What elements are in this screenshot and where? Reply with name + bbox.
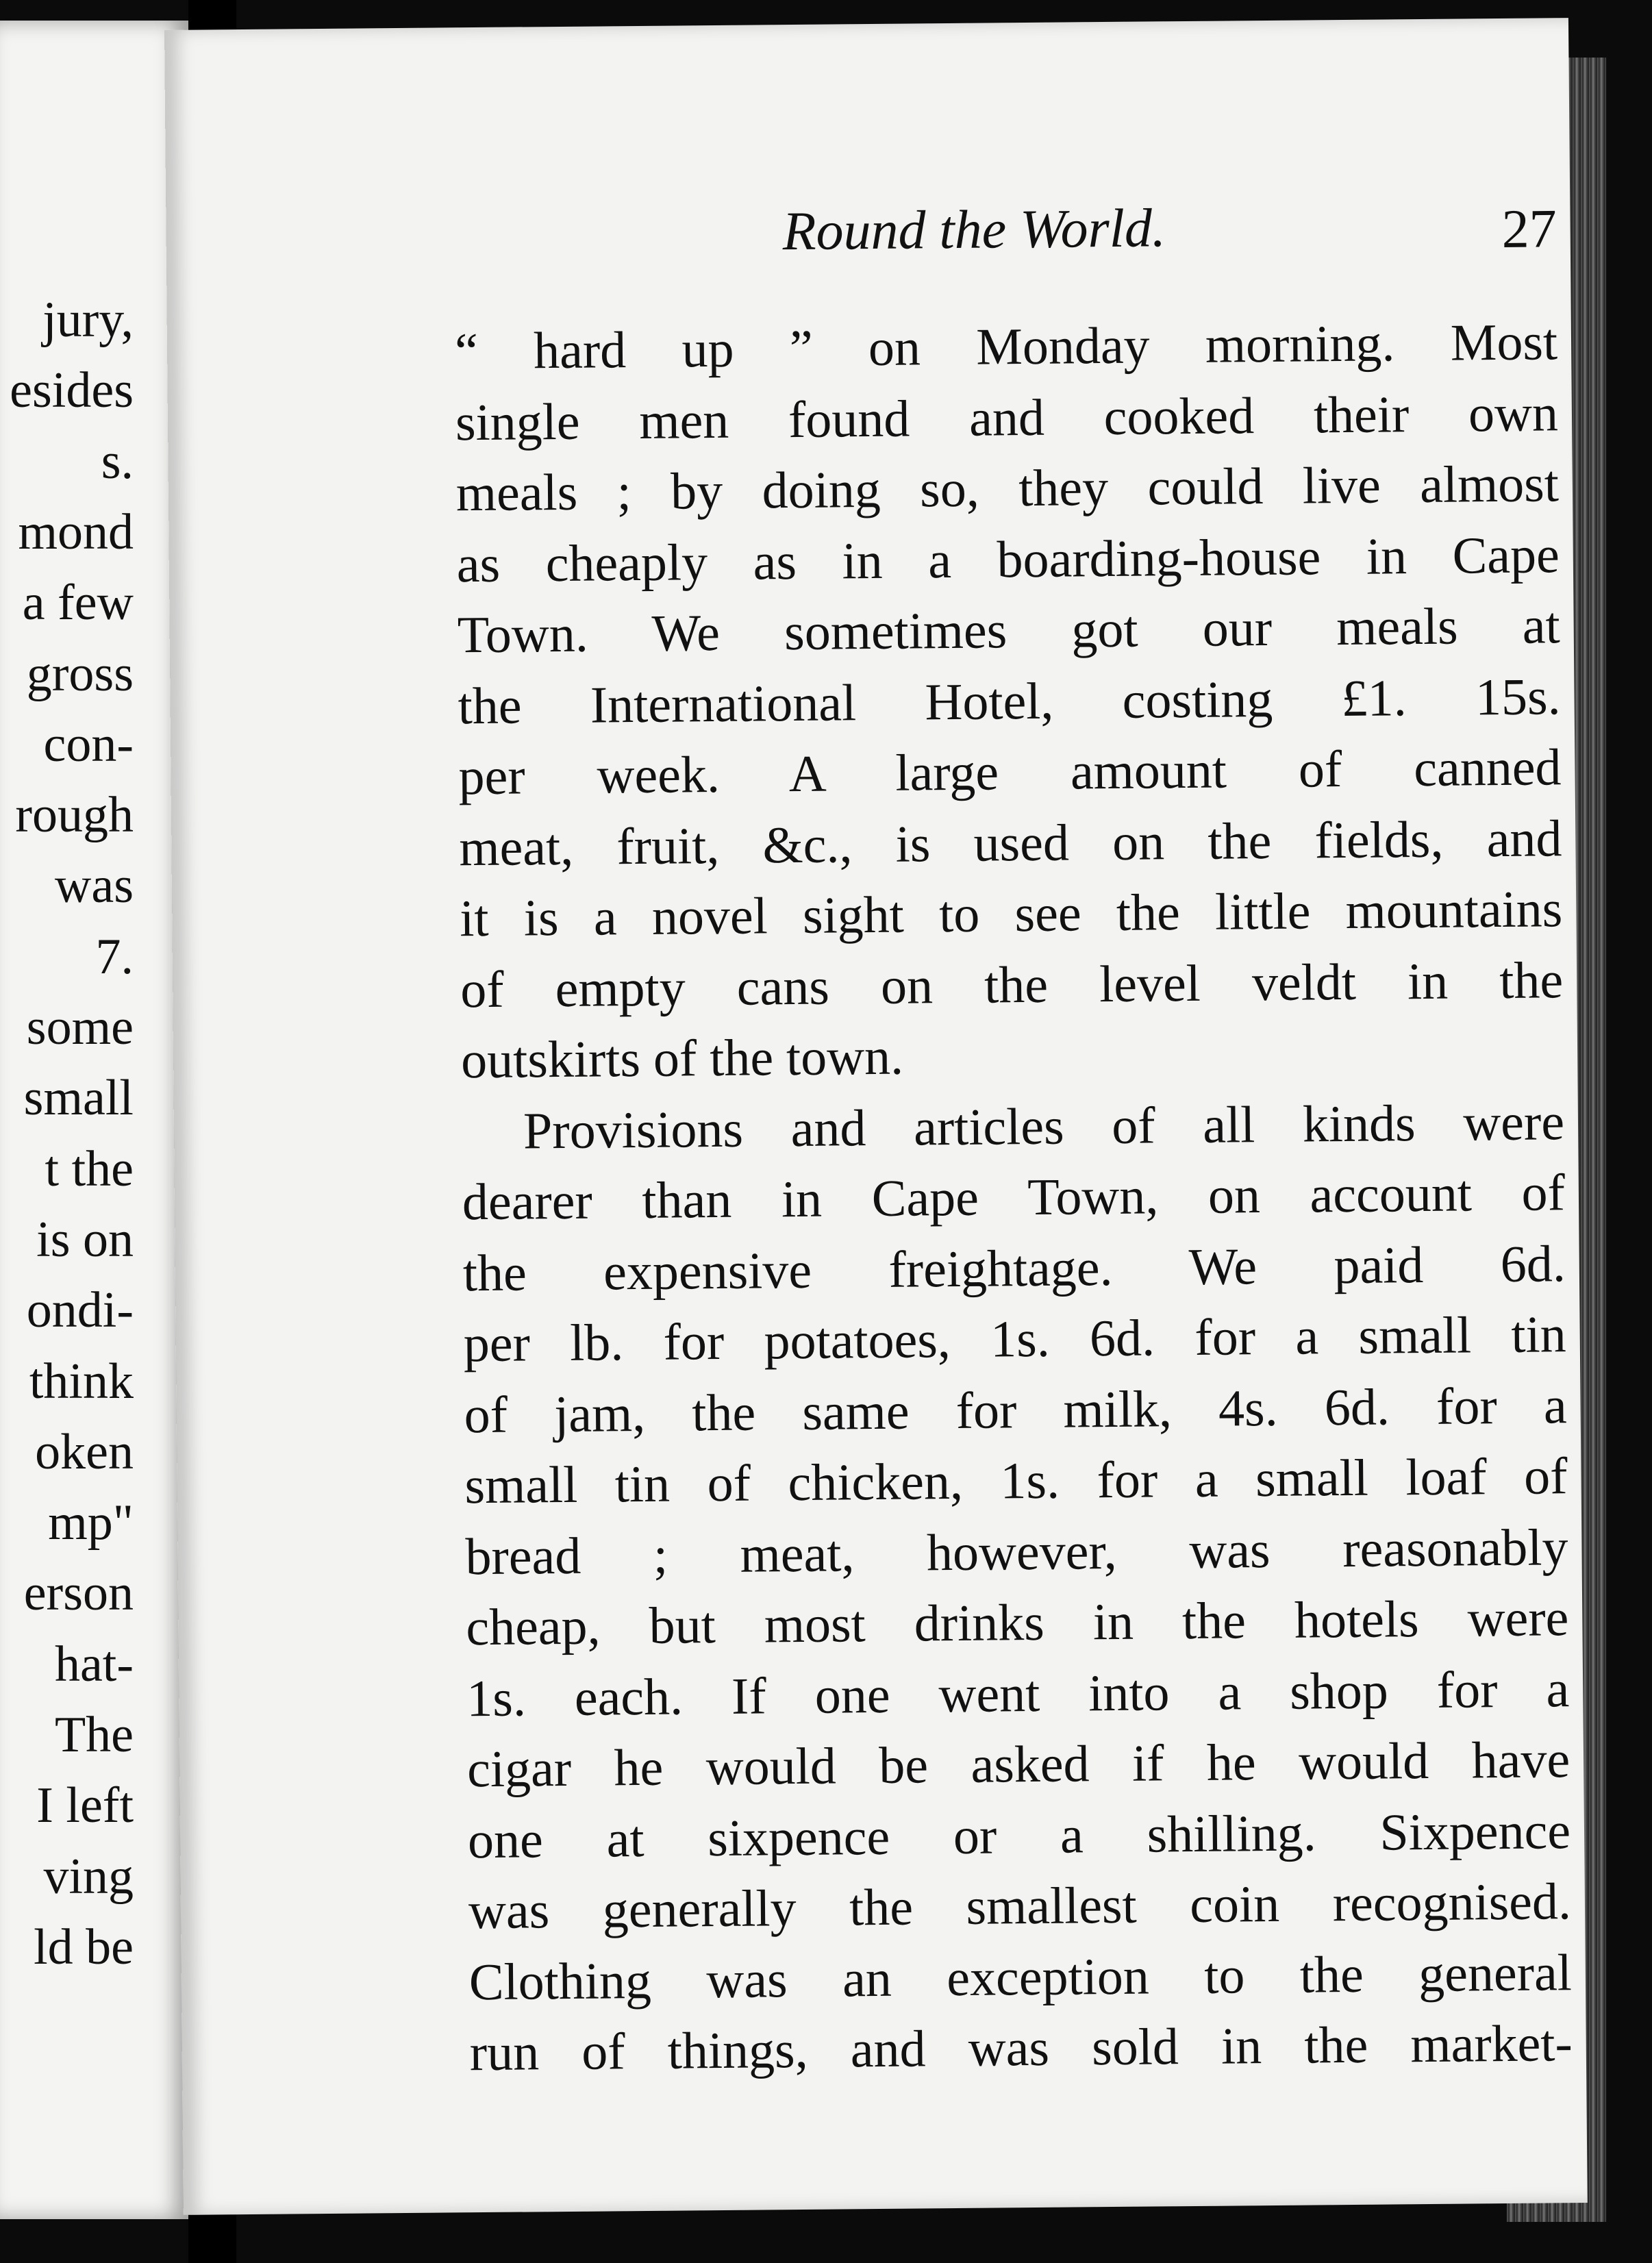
left-page-line: jury, — [42, 292, 134, 348]
left-page-line: The — [54, 1707, 134, 1763]
left-page-line: small — [23, 1070, 134, 1127]
left-page-line: 7. — [95, 928, 134, 985]
left-page-line: esides — [10, 362, 134, 419]
text-line: as cheaply as in a boarding-house in Cape — [456, 525, 1560, 593]
left-page-line: ving — [43, 1848, 134, 1905]
text-line: Town. We sometimes got our meals at — [457, 597, 1561, 664]
right-page — [164, 18, 1588, 2215]
text-line: outskirts of the town. — [460, 1027, 904, 1090]
text-line: run of things, and was sold in the market- — [469, 2014, 1573, 2082]
left-page-line: s. — [101, 433, 134, 490]
text-line: Provisions and articles of all kinds were — [523, 1092, 1565, 1160]
left-page-line: gross — [26, 645, 134, 702]
left-page-line: erson — [23, 1565, 134, 1622]
text-line: meals ; by doing so, they could live almost — [455, 455, 1560, 523]
left-page-line: is on — [36, 1211, 134, 1268]
left-page-line: oken — [35, 1423, 134, 1480]
left-page-line: mond — [18, 503, 134, 560]
text-line: per lb. for potatoes, 1s. 6d. for a small tin — [463, 1305, 1567, 1373]
left-page-line: a few — [22, 575, 134, 632]
left-page-line: think — [29, 1353, 134, 1410]
text-line: 1s. each. If one went into a shop for a — [466, 1660, 1570, 1727]
left-page-line: ondi- — [26, 1282, 134, 1339]
text-line: “ hard up ” on Monday morning. Most — [454, 313, 1558, 381]
text-line: of jam, the same for milk, 4s. 6d. for a — [464, 1376, 1567, 1444]
paragraph — [455, 307, 1564, 1097]
text-line: was generally the smallest coin recognised. — [468, 1873, 1572, 1940]
text-line: it is a novel sight to see the little mountains — [459, 880, 1563, 948]
left-page-line: con- — [43, 716, 134, 773]
text-line: dearer than in Cape Town, on account of — [462, 1164, 1566, 1231]
left-page-line: t the — [45, 1140, 134, 1197]
text-line: cheap, but most drinks in the hotels were — [466, 1589, 1569, 1657]
text-line: meat, fruit, &c., is used on the fields, and — [459, 809, 1562, 877]
left-page-line: was — [54, 858, 134, 914]
text-line: per week. A large amount of canned — [458, 738, 1562, 806]
text-line: the expensive freightage. We paid 6d. — [462, 1234, 1566, 1302]
left-page-line: rough — [15, 787, 134, 844]
left-page-line: hat- — [54, 1636, 134, 1692]
text-line: of empty cans on the level veldt in the — [460, 951, 1564, 1018]
left-page — [0, 21, 188, 2219]
page-number: 27 — [1501, 199, 1557, 260]
text-line: small tin of chicken, 1s. for a small loaf of — [464, 1447, 1568, 1515]
text-line: single men found and cooked their own — [455, 384, 1559, 451]
text-line: Clothing was an exception to the general — [468, 1943, 1573, 2011]
text-line: cigar he would be asked if he would have — [466, 1731, 1570, 1799]
left-page-line: mp" — [48, 1495, 134, 1551]
body-text — [455, 307, 1573, 2088]
text-line: bread ; meat, however, was reasonably — [465, 1518, 1568, 1586]
left-page-line: I left — [36, 1777, 134, 1834]
running-head — [618, 197, 1557, 267]
left-page-line: some — [26, 999, 134, 1055]
text-line: one at sixpence or a shilling. Sixpence — [467, 1801, 1571, 1869]
paragraph — [462, 1087, 1573, 2089]
left-page-line: ld be — [34, 1918, 134, 1975]
running-title: Round the World. — [782, 198, 1166, 262]
text-line: the International Hotel, costing £1. 15s. — [458, 667, 1561, 735]
